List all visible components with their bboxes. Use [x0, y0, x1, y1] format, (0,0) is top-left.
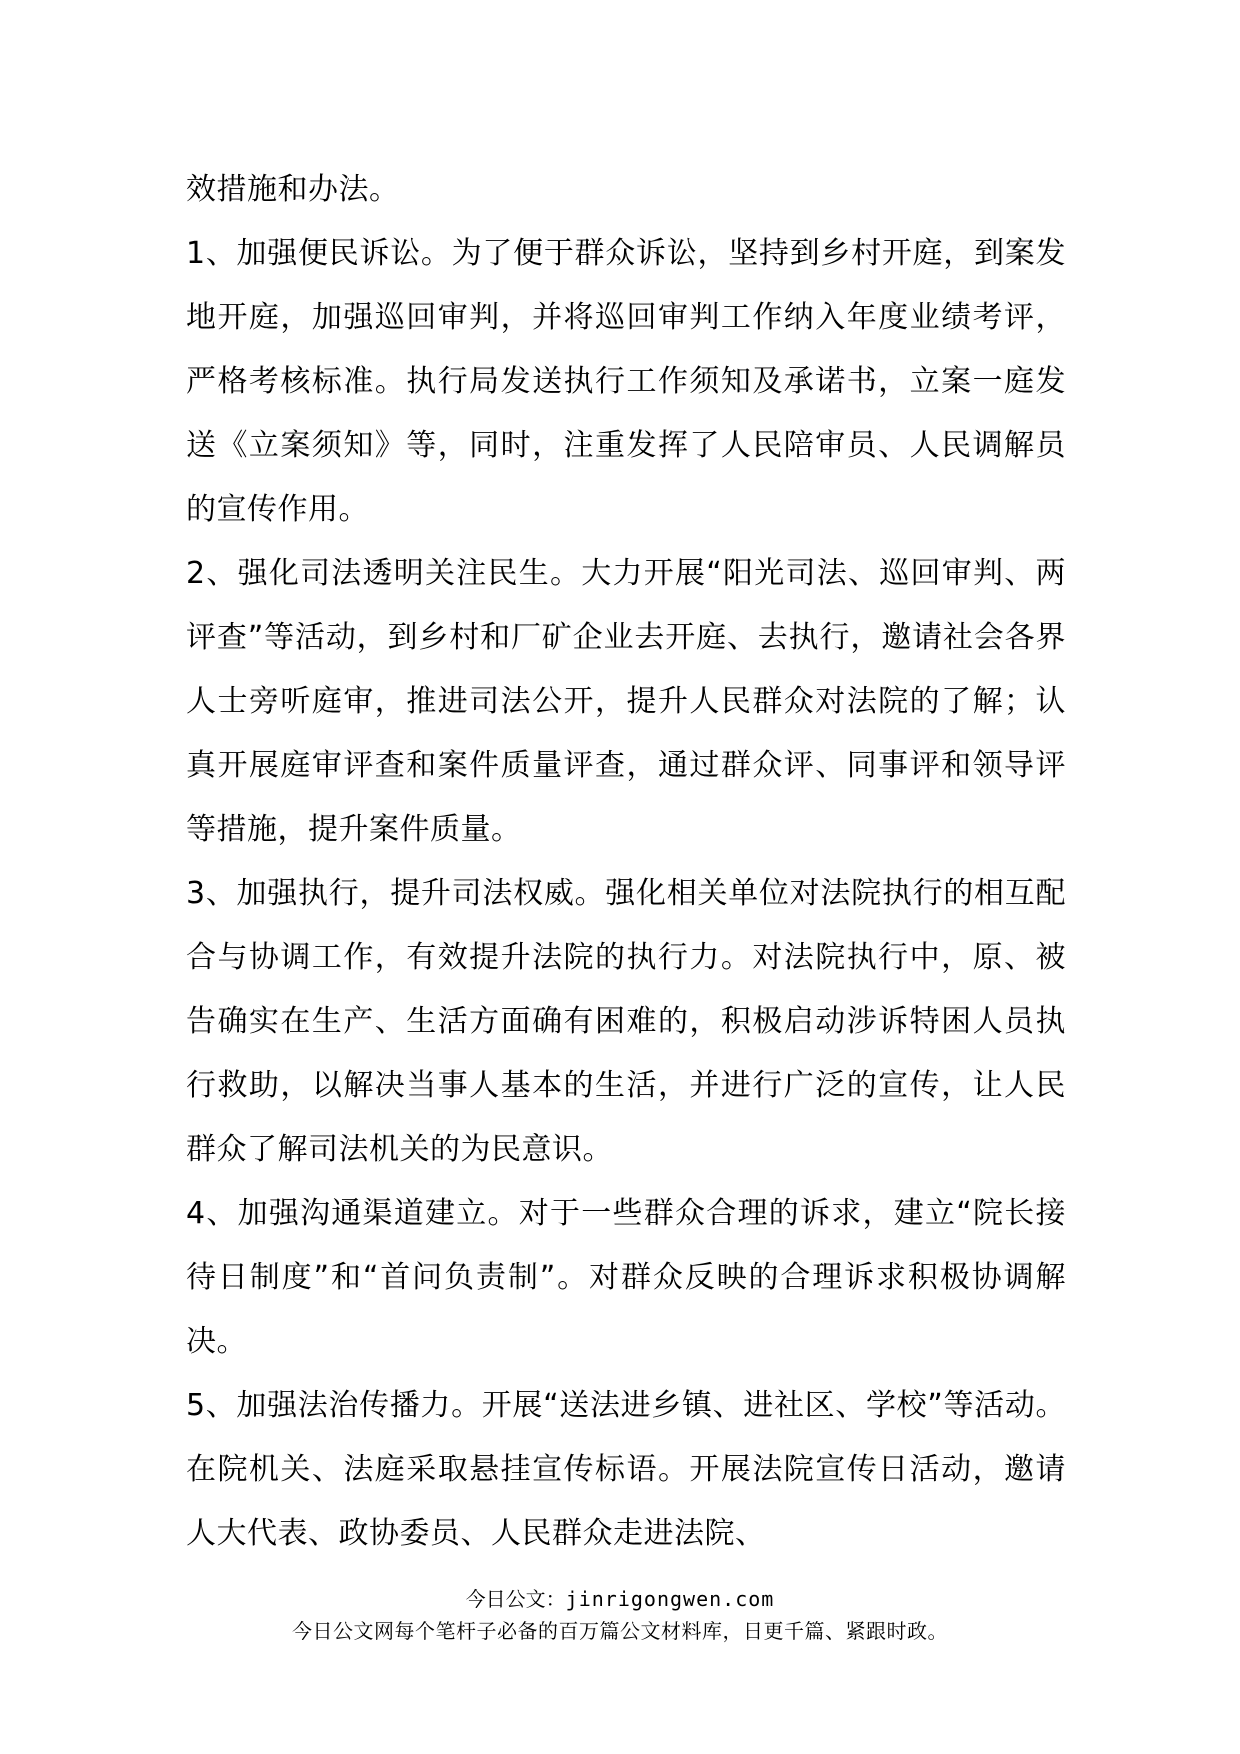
footer-slogan: 今日公文网每个笔杆子必备的百万篇公文材料库，日更千篇、紧跟时政。 — [292, 1619, 948, 1643]
footer-site-link[interactable]: jinrigongwen.com — [565, 1587, 775, 1611]
document-body — [186, 158, 1066, 1566]
paragraph-item-5: 5、加强法治传播力。开展“送法进乡镇、进社区、学校”等活动。在院机关、法庭采取悬挂宣传标语。开展法院宣传日活动，邀请人大代表、政协委员、人民群众走进法院、 — [186, 1388, 1066, 1551]
paragraph-item-1: 1、加强便民诉讼。为了便于群众诉讼，坚持到乡村开庭，到案发地开庭，加强巡回审判，并将巡回审判工作纳入年度业绩考评，严格考核标准。执行局发送执行工作须知及承诺书，立案一庭发送《立案须知》等，同时，注重发挥了人民陪审员、人民调解员的宣传作用。 — [186, 236, 1066, 527]
footer-site-label: 今日公文： — [465, 1587, 566, 1611]
paragraph-item-2: 2、强化司法透明关注民生。大力开展“阳光司法、巡回审判、两评查”等活动，到乡村和厂矿企业去开庭、去执行，邀请社会各界人士旁听庭审，推进司法公开，提升人民群众对法院的了解；认真开展庭审评查和案件质量评查，通过群众评、同事评和领导评等措施，提升案件质量。 — [186, 556, 1066, 847]
paragraph-item-3: 3、加强执行，提升司法权威。强化相关单位对法院执行的相互配合与协调工作，有效提升法院的执行力。对法院执行中，原、被告确实在生产、生活方面确有困难的，积极启动涉诉特困人员执行救助，以解决当事人基本的生活，并进行广泛的宣传，让人民群众了解司法机关的为民意识。 — [186, 876, 1066, 1167]
page-footer — [0, 1584, 1240, 1648]
paragraph-item-4: 4、加强沟通渠道建立。对于一些群众合理的诉求，建立“院长接待日制度”和“首问负责制”。对群众反映的合理诉求积极协调解决。 — [186, 1196, 1066, 1359]
paragraph-continuation: 效措施和办法。 — [186, 172, 400, 207]
footer-site-line — [0, 1584, 1240, 1614]
